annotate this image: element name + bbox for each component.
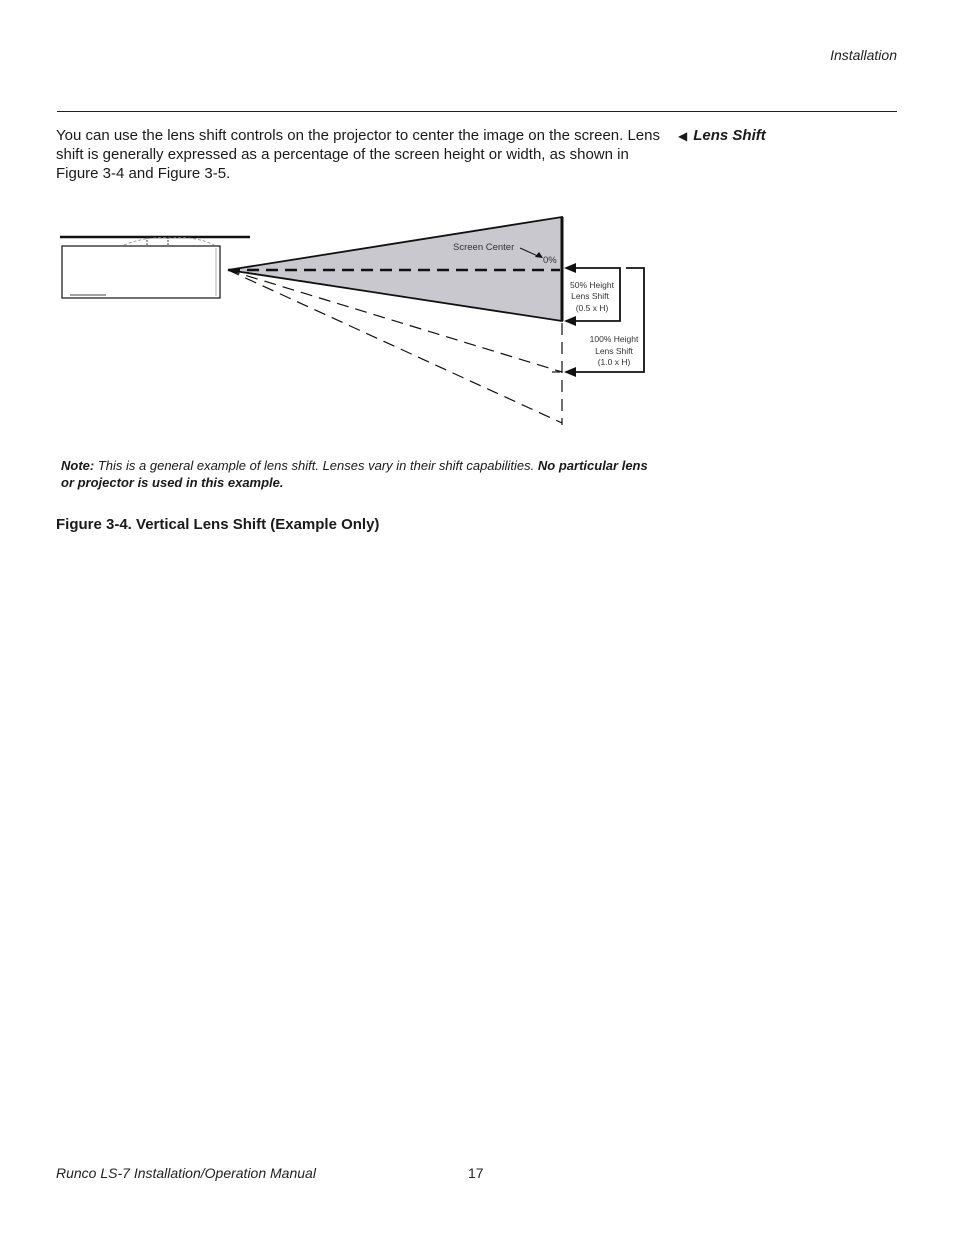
- side-heading-label: Lens Shift: [693, 127, 766, 144]
- figure-caption: Figure 3-4. Vertical Lens Shift (Example Only): [56, 516, 380, 533]
- bracket-50-arrow-bottom: [564, 316, 576, 326]
- hundred-label-line3: (1.0 x H): [597, 357, 631, 367]
- hundred-label-line1: 100% Height: [589, 334, 639, 344]
- screen-center-label: Screen Center: [453, 242, 515, 253]
- running-header-section: Installation: [830, 47, 897, 63]
- page-number: 17: [468, 1165, 484, 1181]
- ceiling-mount: [124, 238, 214, 245]
- zero-percent-label: 0%: [543, 255, 557, 266]
- projector-body: [62, 246, 220, 298]
- projected-image-cone: [228, 217, 562, 321]
- fifty-label-line1: 50% Height: [570, 280, 614, 290]
- figure-note: [61, 457, 661, 491]
- note-text: This is a general example of lens shift. Lenses vary in their shift capabilities.: [97, 458, 535, 473]
- lens-shift-diagram: [56, 205, 656, 430]
- header-rule: [57, 111, 897, 112]
- note-label: Note:: [61, 458, 95, 473]
- intro-paragraph: You can use the lens shift controls on the projector to center the image on the screen. Lens shift is generally expressed as a percentage of the screen height or width, as shown in Figure 3-4 and Figure 3-5.: [56, 127, 660, 182]
- lens-shift-figure: [56, 205, 656, 430]
- side-heading: [678, 127, 766, 144]
- fifty-label-line2: Lens Shift: [571, 291, 609, 301]
- arrow-left-icon: ◀: [678, 129, 688, 143]
- note-bold-text: No particular lens or projector is used in this example.: [61, 458, 648, 490]
- bracket-50-arrow-top: [564, 263, 576, 273]
- fifty-label-line3: (0.5 x H): [575, 303, 609, 313]
- footer-manual-title: Runco LS-7 Installation/Operation Manual: [56, 1165, 316, 1181]
- hundred-label-line2: Lens Shift: [595, 346, 633, 356]
- bracket-100-arrow-bottom: [564, 367, 576, 377]
